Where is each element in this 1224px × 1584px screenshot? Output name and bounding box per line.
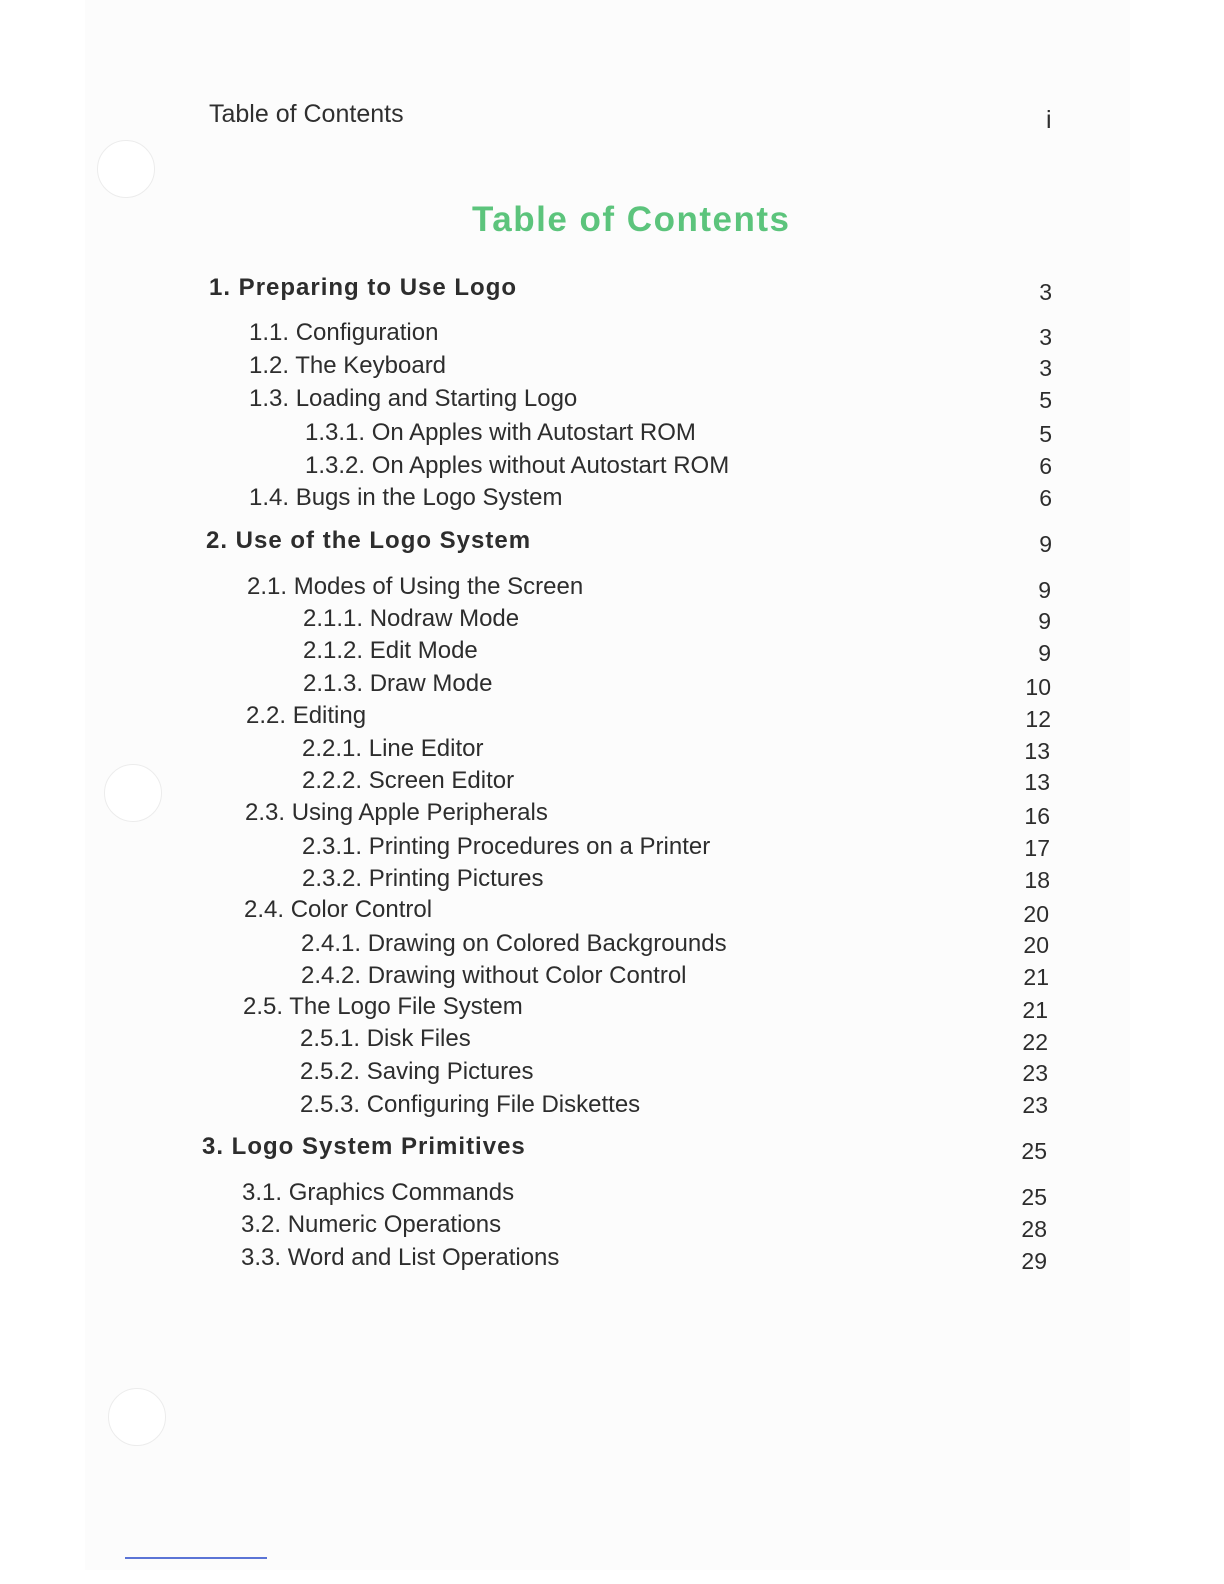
toc-entry-label: 2.3. Using Apple Peripherals	[245, 799, 548, 826]
toc-entry-label: 2.1.1. Nodraw Mode	[303, 605, 520, 632]
toc-entry-page-number: 21	[1022, 997, 1048, 1023]
toc-entry-label: 2.2.2. Screen Editor	[302, 767, 515, 794]
toc-entry-label: 2.1. Modes of Using the Screen	[247, 573, 584, 600]
toc-entry-label: 2.4. Color Control	[244, 896, 433, 923]
bottom-rule	[125, 1557, 267, 1559]
toc-entry-label: 1.1. Configuration	[249, 319, 439, 346]
toc-entry-label: 1.3. Loading and Starting Logo	[249, 385, 578, 412]
toc-entry-label: 2.5.3. Configuring File Diskettes	[300, 1091, 641, 1118]
toc-entry-page-number: 20	[1023, 901, 1049, 927]
punch-hole-top	[97, 140, 155, 198]
toc-entry-page-number: 13	[1024, 769, 1050, 795]
toc-entry-page-number: 9	[1038, 640, 1051, 666]
toc-entry-label: 3.3. Word and List Operations	[241, 1244, 560, 1271]
toc-entry-page-number: 10	[1025, 674, 1051, 700]
toc-entry-page-number: 12	[1025, 706, 1051, 732]
toc-entry-page-number: 6	[1039, 453, 1052, 479]
toc-entry-page-number: 3	[1039, 279, 1052, 305]
toc-entry-page-number: 9	[1038, 608, 1051, 634]
toc-entry-page-number: 5	[1039, 387, 1052, 413]
toc-entry-label: 2.1.2. Edit Mode	[303, 637, 478, 664]
toc-entry-page-number: 9	[1038, 577, 1051, 603]
running-header-page-number: i	[1046, 106, 1052, 134]
running-header-title: Table of Contents	[209, 100, 404, 128]
toc-entry-label: 1.4. Bugs in the Logo System	[249, 484, 563, 511]
toc-entry-label: 2.1.3. Draw Mode	[303, 670, 493, 697]
toc-entry-page-number: 17	[1024, 835, 1050, 861]
page-title: Table of Contents	[472, 200, 791, 239]
toc-entry-page-number: 3	[1039, 324, 1052, 350]
toc-entry-label: 3.1. Graphics Commands	[242, 1179, 515, 1206]
toc-entry-label: 2.4.2. Drawing without Color Control	[301, 962, 687, 989]
toc-entry-label: 1.3.1. On Apples with Autostart ROM	[305, 419, 696, 446]
toc-entry-page-number: 23	[1022, 1092, 1048, 1118]
toc-entry-page-number: 5	[1039, 421, 1052, 447]
toc-entry-label: 2.5.2. Saving Pictures	[300, 1058, 534, 1085]
toc-entry-page-number: 18	[1024, 867, 1050, 893]
toc-entry-page-number: 25	[1021, 1138, 1047, 1164]
toc-entry-label: 2.3.1. Printing Procedures on a Printer	[302, 833, 711, 860]
toc-entry-label: 2.4.1. Drawing on Colored Backgrounds	[301, 930, 727, 957]
toc-entry-page-number: 9	[1039, 531, 1052, 557]
toc-entry-label: 1. Preparing to Use Logo	[209, 274, 518, 301]
toc-entry-label: 3. Logo System Primitives	[202, 1133, 526, 1160]
toc-entry-label: 2.2.1. Line Editor	[302, 735, 484, 762]
toc-entry-page-number: 20	[1023, 932, 1049, 958]
toc-entry-page-number: 22	[1022, 1029, 1048, 1055]
toc-entry-label: 3.2. Numeric Operations	[241, 1211, 502, 1238]
toc-entry-page-number: 6	[1039, 485, 1052, 511]
toc-entry-label: 2.2. Editing	[246, 702, 367, 729]
toc-entry-label: 2. Use of the Logo System	[206, 527, 532, 554]
toc-entry-page-number: 28	[1021, 1216, 1047, 1242]
toc-entry-page-number: 29	[1021, 1248, 1047, 1274]
toc-entry-label: 1.2. The Keyboard	[249, 352, 447, 379]
toc-entry-page-number: 21	[1023, 964, 1049, 990]
punch-hole-middle	[104, 764, 162, 822]
toc-entry-page-number: 23	[1022, 1060, 1048, 1086]
toc-entry-page-number: 3	[1039, 355, 1052, 381]
punch-hole-bottom	[108, 1388, 166, 1446]
toc-entry-label: 2.5. The Logo File System	[243, 993, 523, 1020]
toc-entry-label: 1.3.2. On Apples without Autostart ROM	[305, 452, 730, 479]
toc-entry-page-number: 16	[1024, 803, 1050, 829]
toc-entry-page-number: 25	[1021, 1184, 1047, 1210]
toc-entry-label: 2.5.1. Disk Files	[300, 1025, 471, 1052]
toc-entry-page-number: 13	[1024, 738, 1050, 764]
toc-entry-label: 2.3.2. Printing Pictures	[302, 865, 544, 892]
